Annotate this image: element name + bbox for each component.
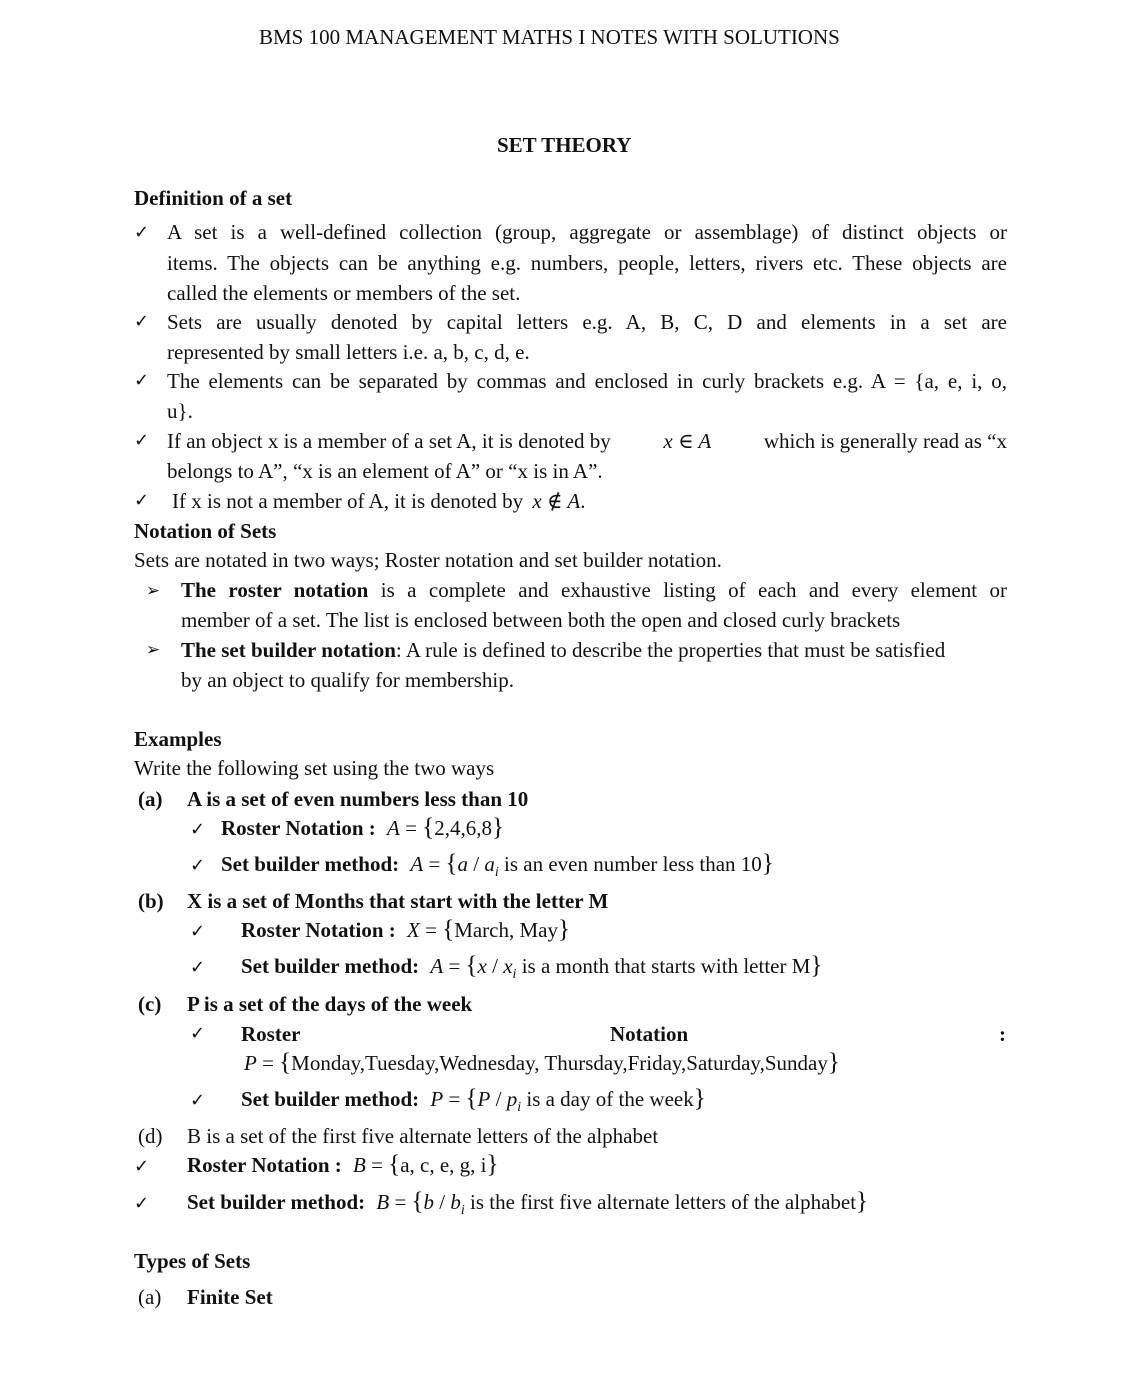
examples-heading: Examples — [134, 727, 222, 751]
builder-label: Set builder method: — [241, 954, 420, 978]
example-d-label: (d) — [138, 1124, 163, 1148]
page-header: BMS 100 MANAGEMENT MATHS I NOTES WITH SOLUTIONS — [259, 25, 840, 49]
set-variable: B — [376, 1190, 390, 1214]
check-icon: ✓ — [190, 855, 206, 876]
set-variable: A — [387, 816, 400, 840]
example-c-roster: P = {Monday,Tuesday,Wednesday, Thursday,Friday,Saturday,Sunday} — [244, 1049, 840, 1076]
check-icon: ✓ — [134, 1156, 150, 1177]
builder-rule: is the first five alternate letters of the alphabet — [470, 1190, 857, 1214]
roster-definition-term: The roster notation — [181, 578, 369, 602]
check-icon: ✓ — [134, 370, 150, 391]
builder-element: b — [423, 1190, 435, 1214]
example-a-builder: Set builder method: $A = \{a / a_i$ is an even number less than 10} — [221, 850, 774, 880]
definition-bullet-1-line-3: called the elements or members of the set. — [167, 281, 521, 305]
check-icon: ✓ — [190, 957, 206, 978]
set-variable: X — [407, 918, 420, 942]
builder-element-indexed: p — [506, 1087, 518, 1111]
definition-bullet-4-line-1 — [167, 429, 1007, 454]
example-a-roster: Roster Notation : A = {2,4,6,8} — [221, 814, 504, 841]
examples-intro: Write the following set using the two ways — [134, 756, 495, 780]
bullet-5-period: . — [580, 489, 586, 513]
definition-bullet-3-line-1: The elements can be separated by commas and enclosed in curly brackets e.g. A = {a, e, i, o, — [167, 369, 1007, 393]
builder-definition-line-2: by an object to qualify for membership. — [181, 668, 514, 692]
builder-element-indexed: x — [503, 954, 513, 978]
types-a-title: Finite Set — [187, 1285, 273, 1309]
check-icon: ✓ — [134, 222, 150, 243]
builder-subscript: i — [460, 1203, 465, 1218]
roster-label: Roster Notation : — [241, 918, 396, 942]
builder-element: P — [477, 1087, 491, 1111]
builder-rule: is a month that starts with letter M — [521, 954, 811, 978]
example-b-title: X is a set of Months that start with the letter M — [187, 889, 609, 913]
roster-label: Roster Notation : — [187, 1153, 342, 1177]
set-variable: P — [244, 1051, 257, 1075]
roster-elements: a, c, e, g, i — [400, 1153, 487, 1177]
definition-bullet-2-line-1: Sets are usually denoted by capital letters e.g. A, B, C, D and elements in a set are — [167, 310, 1007, 334]
check-icon: ✓ — [190, 1090, 206, 1111]
bullet-4-text-a: If an object x is a member of a set A, it is denoted by — [167, 429, 611, 453]
check-icon: ✓ — [190, 921, 206, 942]
roster-elements: Monday,Tuesday,Wednesday, Thursday,Friday,Saturday,Sunday — [291, 1051, 828, 1075]
notation-heading: Notation of Sets — [134, 519, 277, 543]
example-d-title: B is a set of the first five alternate letters of the alphabet — [187, 1124, 659, 1148]
check-icon: ✓ — [134, 430, 150, 451]
roster-elements: 2,4,6,8 — [434, 816, 492, 840]
bullet-4-text-b: which is generally read as “x — [763, 429, 1007, 453]
builder-rule: is a day of the week — [526, 1087, 694, 1111]
check-icon: ✓ — [190, 1023, 206, 1044]
example-a-title: A is a set of even numbers less than 10 — [187, 787, 529, 811]
builder-label: Set builder method: — [221, 852, 400, 876]
example-d-roster: Roster Notation : B = {a, c, e, g, i} — [187, 1151, 499, 1178]
example-b-builder: Set builder method: $A = \{x / x_i$ is a month that starts with letter M} — [241, 952, 823, 982]
check-icon: ✓ — [134, 490, 150, 511]
definition-bullet-4-line-2: belongs to A”, “x is an element of A” or “x is in A”. — [167, 459, 603, 483]
definition-heading: Definition of a set — [134, 186, 293, 210]
set-variable: A — [430, 954, 444, 978]
check-icon: ✓ — [190, 819, 206, 840]
arrow-bullet-icon: ➢ — [146, 640, 161, 660]
roster-definition-line-1 — [181, 578, 1007, 603]
arrow-bullet-icon: ➢ — [146, 581, 161, 601]
roster-definition-text: is a complete and exhaustive listing of each and every element or — [380, 578, 1007, 602]
builder-subscript: i — [494, 865, 499, 880]
bullet-5-math-not-element: x ∉ A — [532, 489, 581, 513]
builder-element: x — [477, 954, 487, 978]
check-icon: ✓ — [134, 311, 150, 332]
example-c-roster-label-1: Roster — [241, 1022, 301, 1046]
example-c-label: (c) — [138, 992, 162, 1016]
bullet-4-math-element-of: x ∈ A — [663, 429, 712, 453]
section-title: SET THEORY — [497, 133, 632, 157]
example-b-roster: Roster Notation : X = {March, May} — [241, 916, 570, 943]
builder-subscript: i — [517, 1100, 522, 1115]
roster-elements: March, May — [454, 918, 558, 942]
set-variable: A — [410, 852, 424, 876]
roster-definition-line-2: member of a set. The list is enclosed between both the open and closed curly brackets — [181, 608, 901, 632]
definition-bullet-3-line-2: u}. — [167, 399, 193, 423]
definition-bullet-2-line-2: represented by small letters i.e. a, b, c, d, e. — [167, 340, 530, 364]
builder-label: Set builder method: — [187, 1190, 366, 1214]
builder-element-indexed: b — [450, 1190, 461, 1214]
builder-subscript: i — [512, 967, 517, 982]
bullet-5-text: If x is not a member of A, it is denoted by — [172, 489, 524, 513]
definition-bullet-1-line-2: items. The objects can be anything e.g. numbers, people, letters, rivers etc. These objects are — [167, 251, 1007, 275]
example-c-roster-label-2: Notation — [610, 1022, 689, 1046]
builder-rule: is an even number less than 10 — [504, 852, 762, 876]
check-icon: ✓ — [134, 1193, 150, 1214]
builder-element-indexed: a — [484, 852, 495, 876]
builder-label: Set builder method: — [241, 1087, 420, 1111]
types-a-label: (a) — [138, 1285, 162, 1309]
notation-intro: Sets are notated in two ways; Roster notation and set builder notation. — [134, 548, 722, 572]
types-heading: Types of Sets — [134, 1249, 251, 1273]
set-variable: P — [430, 1087, 444, 1111]
example-a-label: (a) — [138, 787, 163, 811]
set-variable: B — [353, 1153, 366, 1177]
example-c-roster-colon: : — [999, 1022, 1006, 1046]
roster-label: Roster Notation : — [221, 816, 376, 840]
builder-definition-term: The set builder notation — [181, 638, 396, 662]
example-b-label: (b) — [138, 889, 164, 913]
builder-definition-line-1 — [181, 638, 1007, 663]
example-d-builder: Set builder method: $B = \{b / b_i$ is the first five alternate letters of the alphabet} — [187, 1188, 869, 1218]
definition-bullet-1-line-1: A set is a well-defined collection (group, aggregate or assemblage) of distinct objects or — [167, 220, 1007, 244]
builder-definition-text: : A rule is defined to describe the properties that must be satisfied — [395, 638, 946, 662]
builder-element: a — [457, 852, 469, 876]
definition-bullet-5 — [172, 489, 585, 514]
example-c-title: P is a set of the days of the week — [187, 992, 473, 1016]
example-c-builder: Set builder method: $P = \{P / p_i$ is a day of the week} — [241, 1085, 706, 1115]
